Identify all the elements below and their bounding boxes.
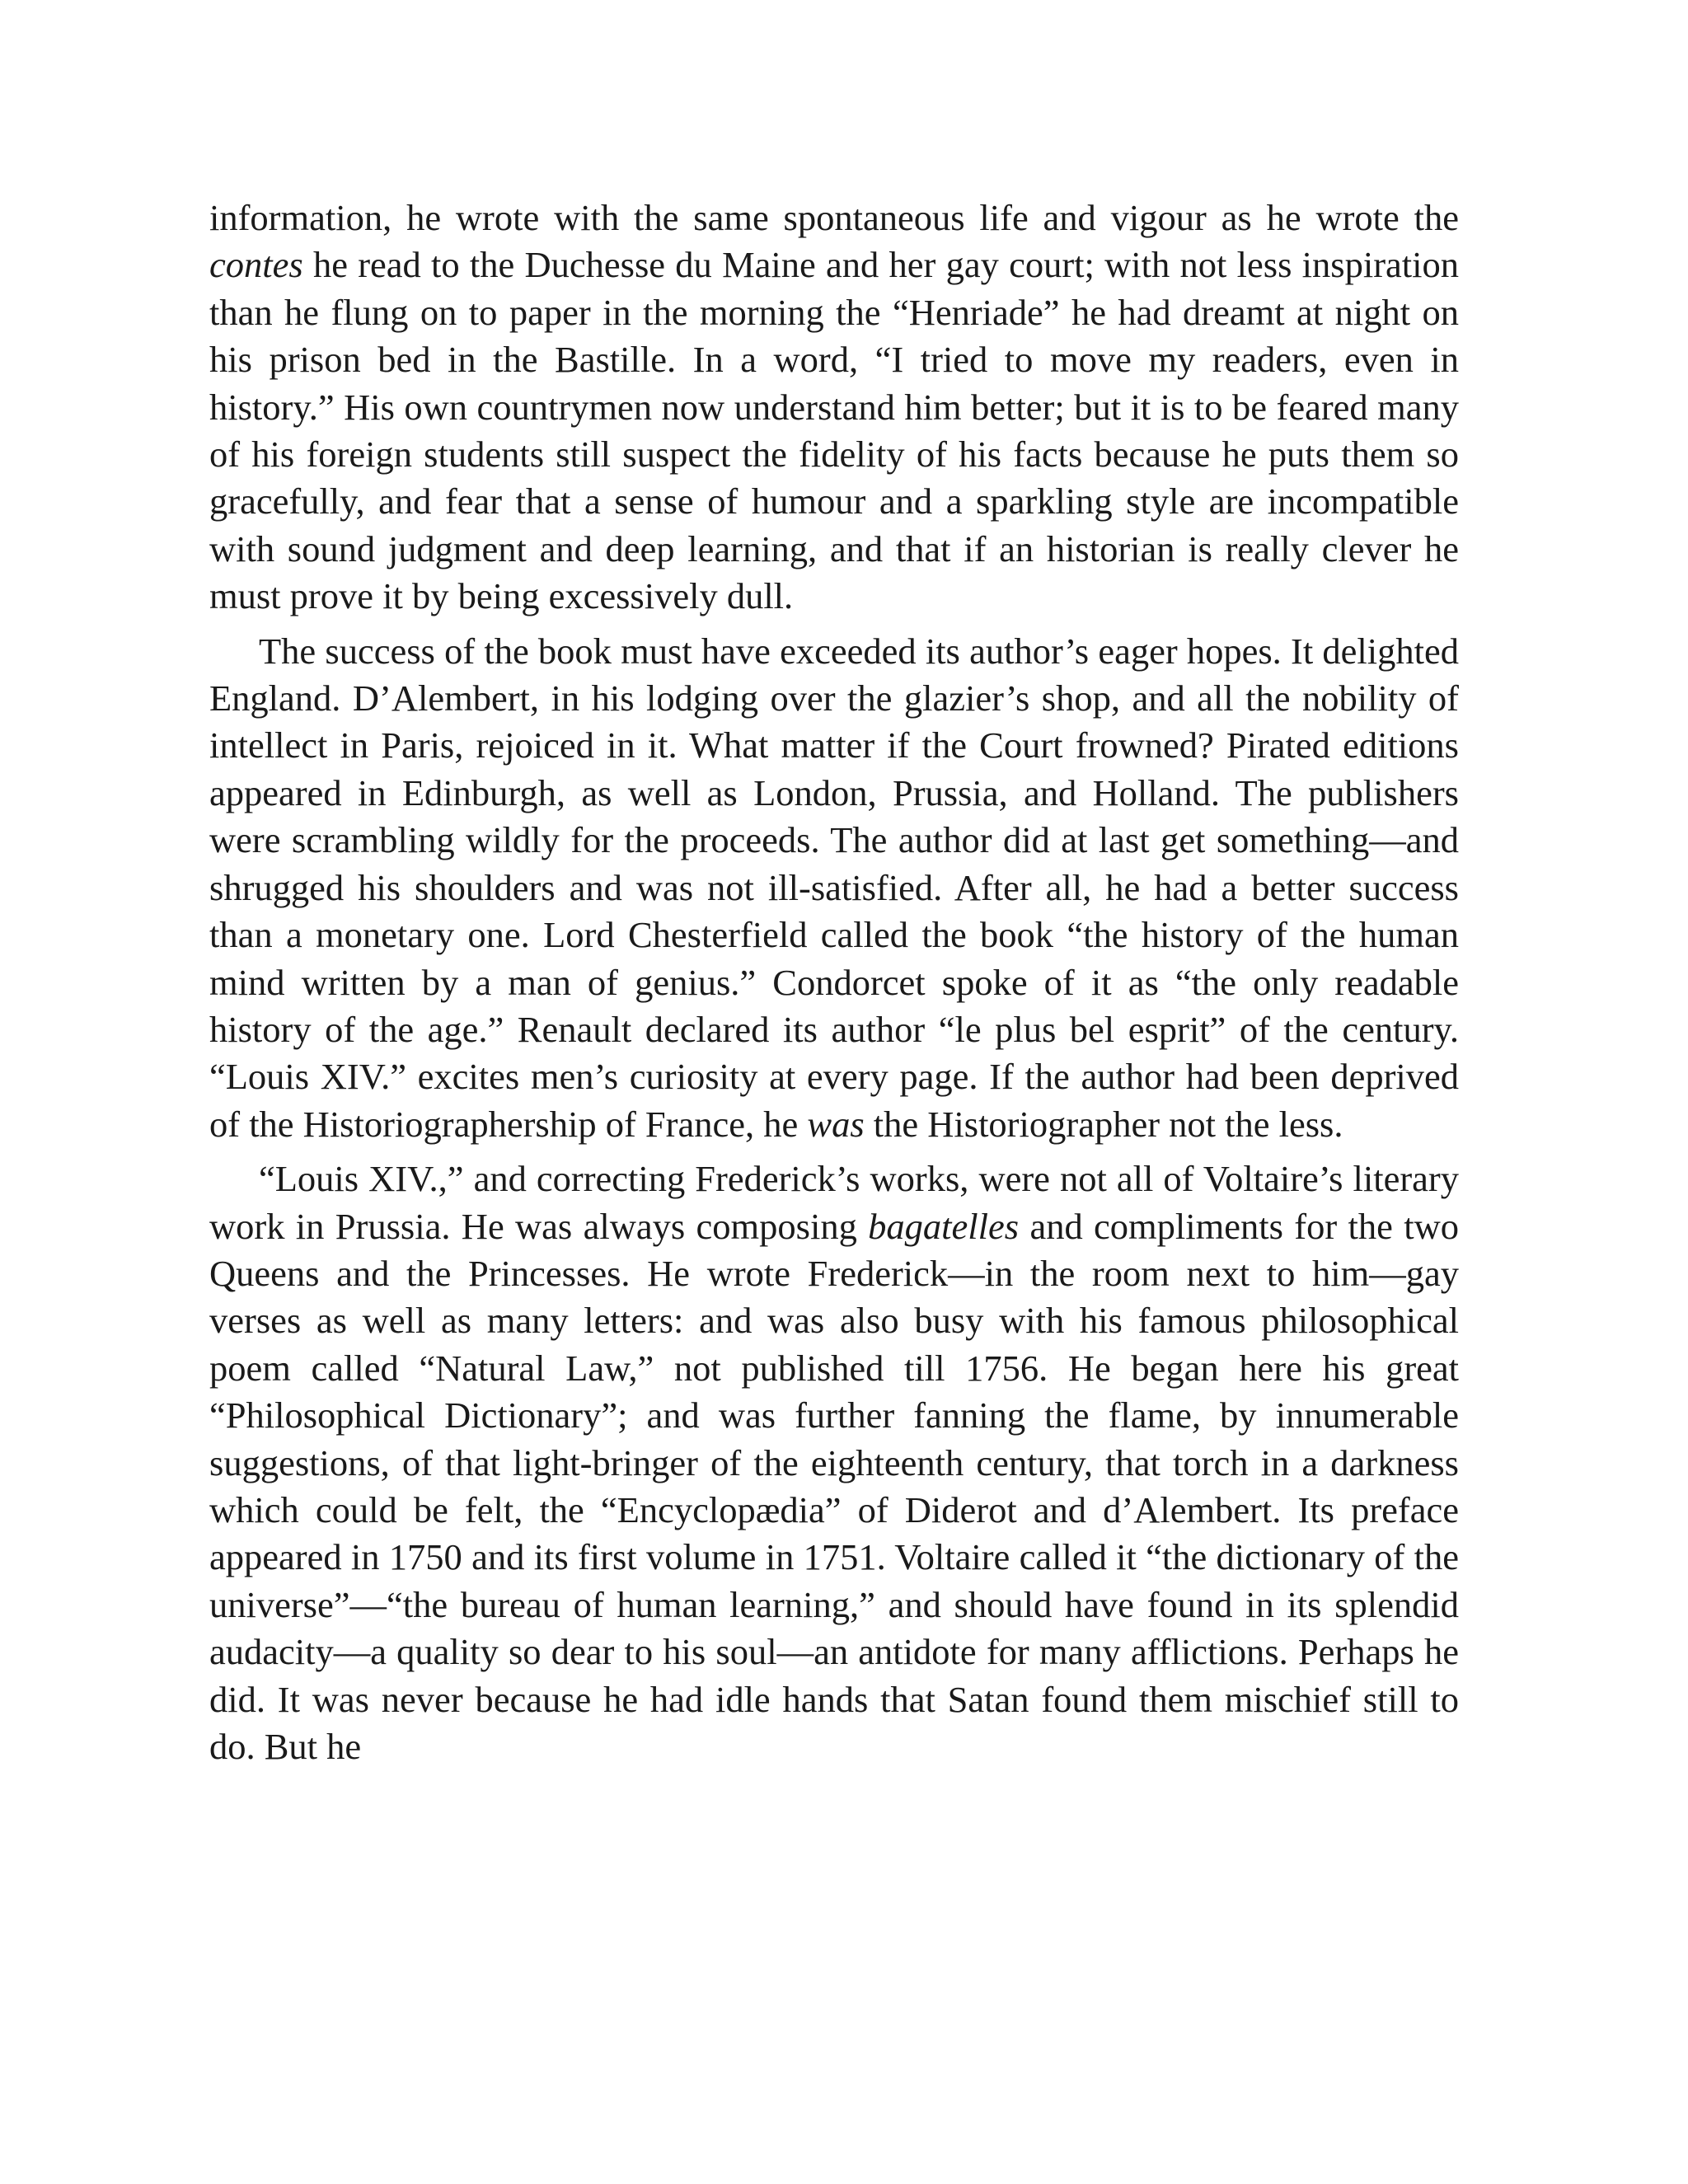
paragraph-2 bbox=[209, 628, 1459, 1148]
italic-was: was bbox=[807, 1103, 865, 1145]
italic-bagatelles: bagatelles bbox=[868, 1205, 1020, 1247]
paragraph-1-text-a: information, he wrote with the same spontaneous life and vigour as he wrote the bbox=[209, 197, 1459, 238]
paragraph-1-text-b: he read to the Duchesse du Maine and her gay court; with not less inspiration than he flung on to paper in the morning the “Henriade” he had dreamt at night on his prison bed in the Bastille. In a word, “I tried to move my readers, even in history.” His own countrymen now understand him better; but it is to be feared many of his foreign students still suspect the fidelity of his facts because he puts them so gracefully, and fear that a sense of humour and a sparkling style are incompatible with sound judgment and deep learning, and that if an historian is really clever he must prove it by being excessively dull. bbox=[209, 244, 1459, 617]
paragraph-3-text-b: and compliments for the two Queens and the Princesses. He wrote Frederick—in the room next to him—gay verses as well as many letters: and was also busy with his famous philosophical poem called “Natural Law,” not published till 1756. He began here his great “Philosophical Dictionary”; and was further fanning the flame, by innumerable suggestions, of that light-bringer of the eighteenth century, that torch in a darkness which could be felt, the “Encyclopædia” of Diderot and d’Alembert. Its preface appeared in 1750 and its first volume in 1751. Voltaire called it “the dictionary of the universe”—“the bureau of human learning,” and should have found in its splendid audacity—a quality so dear to his soul—an antidote for many afflictions. Perhaps he did. It was never because he had idle hands that Satan found them mischief still to do. But he bbox=[209, 1205, 1459, 1767]
paragraph-2-text-a: The success of the book must have exceeded its author’s eager hopes. It delighted England. D’Alembert, in his lodging over the glazier’s shop, and all the nobility of intellect in Paris, rejoiced in it. What matter if the Court frowned? Pirated editions appeared in Edinburgh, as well as London, Prussia, and Holland. The publishers were scrambling wildly for the proceeds. The author did at last get something—and shrugged his shoulders and was not ill-satisfied. After all, he had a better success than a monetary one. Lord Chesterfield called the book “the history of the human mind written by a man of genius.” Condorcet spoke of it as “the only readable history of the age.” Renault declared its author “le plus bel esprit” of the century. “Louis XIV.” excites men’s curiosity at every page. If the author had been deprived of the Historiographership of France, he bbox=[209, 630, 1459, 1145]
paragraph-2-text-b: the Historiographer not the less. bbox=[864, 1103, 1343, 1145]
body-text bbox=[209, 194, 1459, 1770]
paragraph-3-text-a: “Louis XIV.,” and correcting Frederick’s works, were not all of Voltaire’s literary work in Prussia. He was always composing bbox=[209, 1158, 1459, 1247]
paragraph-1 bbox=[209, 194, 1459, 621]
italic-contes: contes bbox=[209, 244, 303, 286]
paragraph-3 bbox=[209, 1155, 1459, 1770]
